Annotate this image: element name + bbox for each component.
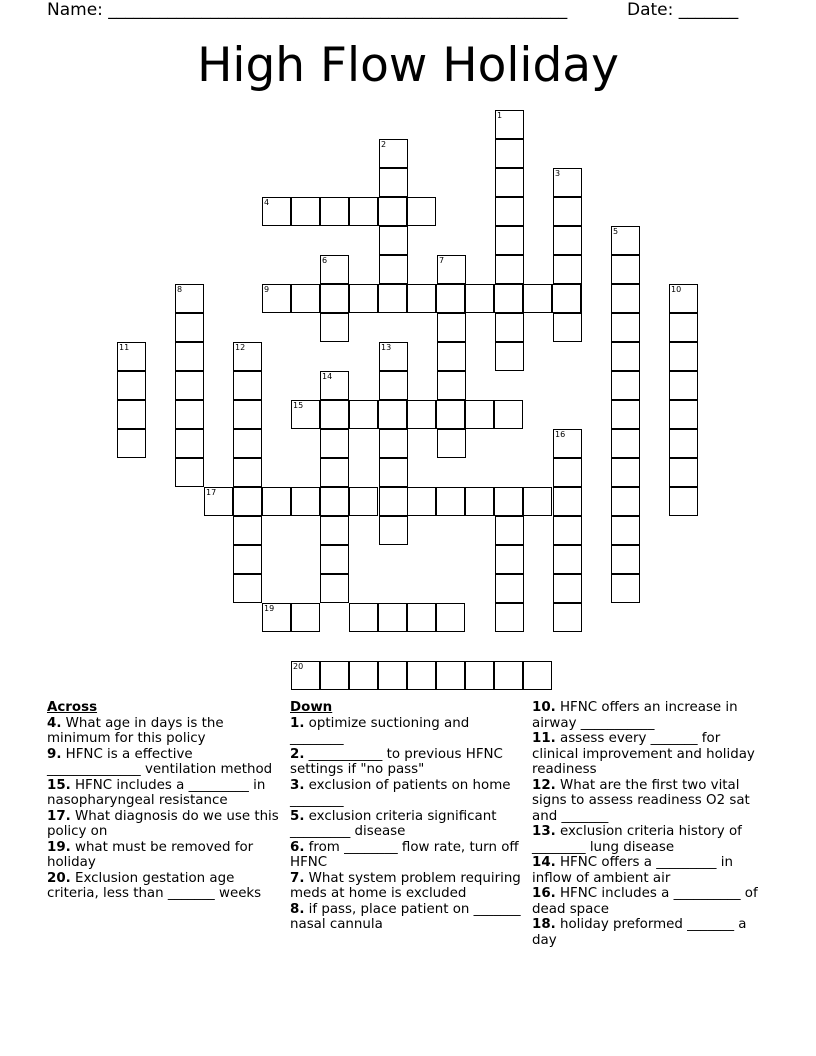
grid-cell[interactable] xyxy=(379,458,408,487)
grid-cell[interactable] xyxy=(437,371,466,400)
grid-cell[interactable] xyxy=(437,255,466,284)
grid-cell[interactable] xyxy=(291,487,320,516)
date-field-label: Date: _______ xyxy=(627,0,739,20)
clue-item-number: 7. xyxy=(290,870,305,886)
grid-cell[interactable] xyxy=(611,458,640,487)
name-field-label: Name: ______________________________________________________ xyxy=(47,0,568,20)
clue-item-text: exclusion of patients on home ________ xyxy=(290,777,511,808)
grid-cell[interactable] xyxy=(611,284,640,313)
grid-cell[interactable] xyxy=(494,400,523,429)
grid-cell[interactable] xyxy=(407,284,436,313)
grid-cell[interactable] xyxy=(320,197,349,226)
grid-cell[interactable] xyxy=(669,313,698,342)
clue-item-number: 19. xyxy=(47,839,71,855)
grid-cell[interactable] xyxy=(611,516,640,545)
clue-item xyxy=(47,778,279,809)
grid-cell[interactable] xyxy=(495,574,524,603)
clue-item-number: 13. xyxy=(532,824,556,839)
grid-cell[interactable] xyxy=(175,429,204,458)
across-heading: Across xyxy=(47,700,98,715)
grid-cell[interactable] xyxy=(320,371,349,400)
grid-cell[interactable] xyxy=(407,400,436,429)
grid-cell[interactable] xyxy=(495,545,524,574)
grid-cell[interactable] xyxy=(379,139,408,168)
grid-cell[interactable] xyxy=(495,516,524,545)
grid-cell[interactable] xyxy=(437,313,466,342)
grid-cell[interactable] xyxy=(233,400,262,429)
clue-number: 11 xyxy=(119,343,130,352)
grid-cell[interactable] xyxy=(117,400,146,429)
clue-number: 16 xyxy=(555,430,566,439)
clue-number: 4 xyxy=(264,198,270,207)
grid-cell[interactable] xyxy=(495,168,524,197)
clue-item-number: 11. xyxy=(532,731,556,746)
grid-cell[interactable] xyxy=(611,255,640,284)
clue-item xyxy=(532,886,767,917)
grid-cell[interactable] xyxy=(233,458,262,487)
grid-cell[interactable] xyxy=(291,603,320,632)
grid-cell[interactable] xyxy=(611,226,640,255)
clue-item-number: 6. xyxy=(290,839,305,855)
grid-cell[interactable] xyxy=(553,458,582,487)
grid-cell[interactable] xyxy=(204,487,233,516)
grid-cell[interactable] xyxy=(379,255,408,284)
grid-cell[interactable] xyxy=(349,284,378,313)
grid-cell[interactable] xyxy=(262,197,291,226)
grid-cell[interactable] xyxy=(611,545,640,574)
grid-cell[interactable] xyxy=(378,400,407,429)
grid-cell[interactable] xyxy=(379,487,408,516)
grid-cell[interactable] xyxy=(553,255,582,284)
grid-cell[interactable] xyxy=(611,400,640,429)
clue-number: 5 xyxy=(613,227,619,236)
grid-cell[interactable] xyxy=(379,429,408,458)
grid-cell[interactable] xyxy=(320,429,349,458)
grid-cell[interactable] xyxy=(175,458,204,487)
grid-cell[interactable] xyxy=(233,371,262,400)
grid-cell[interactable] xyxy=(669,284,698,313)
clue-number: 7 xyxy=(439,256,445,265)
grid-cell[interactable] xyxy=(233,574,262,603)
page-title: High Flow Holiday xyxy=(197,38,619,93)
grid-cell[interactable] xyxy=(320,545,349,574)
clue-number: 14 xyxy=(322,372,333,381)
grid-cell[interactable] xyxy=(320,400,349,429)
grid-cell[interactable] xyxy=(553,487,582,516)
grid-cell[interactable] xyxy=(175,284,204,313)
grid-cell[interactable] xyxy=(262,603,291,632)
grid-cell[interactable] xyxy=(320,313,349,342)
grid-cell[interactable] xyxy=(175,371,204,400)
clue-number: 9 xyxy=(264,285,270,294)
clue-item-text: What age in days is the minimum for this policy xyxy=(47,715,224,746)
grid-cell[interactable] xyxy=(117,371,146,400)
grid-cell[interactable] xyxy=(320,661,349,690)
grid-cell[interactable] xyxy=(378,661,407,690)
clue-number: 19 xyxy=(264,604,275,613)
grid-cell[interactable] xyxy=(117,429,146,458)
grid-cell[interactable] xyxy=(291,400,320,429)
grid-cell[interactable] xyxy=(291,661,320,690)
grid-cell[interactable] xyxy=(669,458,698,487)
clue-item-text: exclusion criteria history of ________ lung disease xyxy=(532,824,742,855)
grid-cell[interactable] xyxy=(407,487,436,516)
grid-cell[interactable] xyxy=(465,400,494,429)
grid-cell[interactable] xyxy=(523,487,552,516)
grid-cell[interactable] xyxy=(495,110,524,139)
grid-cell[interactable] xyxy=(436,487,465,516)
grid-cell[interactable] xyxy=(495,139,524,168)
clue-item-number: 15. xyxy=(47,777,71,793)
down-heading: Down xyxy=(290,700,333,715)
clue-number: 12 xyxy=(235,343,246,352)
clue-number: 10 xyxy=(671,285,682,294)
grid-cell[interactable] xyxy=(553,197,582,226)
clue-item-text: what must be removed for holiday xyxy=(47,839,254,870)
grid-cell[interactable] xyxy=(320,487,349,516)
grid-cell[interactable] xyxy=(611,342,640,371)
grid-cell[interactable] xyxy=(407,661,436,690)
grid-cell[interactable] xyxy=(465,284,494,313)
grid-cell[interactable] xyxy=(291,284,320,313)
grid-cell[interactable] xyxy=(553,516,582,545)
clue-item-number: 14. xyxy=(532,855,556,870)
grid-cell[interactable] xyxy=(379,226,408,255)
clue-item-text: optimize suctioning and ________ xyxy=(290,715,470,746)
grid-cell[interactable] xyxy=(436,400,465,429)
grid-cell[interactable] xyxy=(379,342,408,371)
grid-cell[interactable] xyxy=(552,284,581,313)
clue-item-number: 1. xyxy=(290,715,305,731)
clue-item-number: 9. xyxy=(47,746,62,762)
grid-cell[interactable] xyxy=(465,661,494,690)
clue-item xyxy=(47,871,279,902)
clue-item-text: exclusion criteria significant _________ disease xyxy=(290,808,497,839)
clue-item-text: from ________ flow rate, turn off HFNC xyxy=(290,839,519,870)
grid-cell[interactable] xyxy=(378,603,407,632)
grid-cell[interactable] xyxy=(407,603,436,632)
grid-cell[interactable] xyxy=(669,487,698,516)
clue-item xyxy=(532,824,767,855)
clue-number: 3 xyxy=(555,169,561,178)
grid-cell[interactable] xyxy=(495,342,524,371)
grid-cell[interactable] xyxy=(669,400,698,429)
grid-cell[interactable] xyxy=(523,284,552,313)
clue-item xyxy=(290,716,522,747)
clue-item-text: HFNC includes a __________ of dead space xyxy=(532,886,758,917)
grid-cell[interactable] xyxy=(611,487,640,516)
grid-cell[interactable] xyxy=(494,661,523,690)
grid-cell[interactable] xyxy=(349,661,378,690)
clue-item-text: assess every _______ for clinical improvement and holiday readiness xyxy=(532,731,755,777)
clue-item-number: 18. xyxy=(532,917,556,932)
grid-cell[interactable] xyxy=(349,603,378,632)
grid-cell[interactable] xyxy=(262,284,291,313)
grid-cell[interactable] xyxy=(262,487,291,516)
grid-cell[interactable] xyxy=(378,284,407,313)
grid-cell[interactable] xyxy=(553,429,582,458)
grid-cell[interactable] xyxy=(465,487,494,516)
grid-cell[interactable] xyxy=(611,429,640,458)
clue-item xyxy=(532,700,767,731)
grid-cell[interactable] xyxy=(523,661,552,690)
grid-cell[interactable] xyxy=(175,400,204,429)
grid-cell[interactable] xyxy=(553,168,582,197)
clue-number: 20 xyxy=(293,662,304,671)
clue-item-number: 12. xyxy=(532,777,556,793)
grid-cell[interactable] xyxy=(379,371,408,400)
grid-cell[interactable] xyxy=(611,371,640,400)
grid-cell[interactable] xyxy=(611,313,640,342)
grid-cell[interactable] xyxy=(320,516,349,545)
down-clues xyxy=(290,700,522,933)
clue-item-text: if pass, place patient on _______ nasal cannula xyxy=(290,901,521,932)
grid-cell[interactable] xyxy=(320,255,349,284)
grid-cell[interactable] xyxy=(495,197,524,226)
clue-item-number: 8. xyxy=(290,901,305,917)
clue-number: 1 xyxy=(497,111,503,120)
grid-cell[interactable] xyxy=(233,516,262,545)
grid-cell[interactable] xyxy=(436,661,465,690)
clue-item-text: What diagnosis do we use this policy on xyxy=(47,808,279,839)
clue-number: 15 xyxy=(293,401,304,410)
clue-item xyxy=(47,840,279,871)
grid-cell[interactable] xyxy=(379,168,408,197)
grid-cell[interactable] xyxy=(669,371,698,400)
grid-cell[interactable] xyxy=(669,429,698,458)
grid-cell[interactable] xyxy=(233,487,262,516)
grid-cell[interactable] xyxy=(320,284,349,313)
clue-number: 13 xyxy=(381,343,392,352)
down-clues-continued xyxy=(532,700,767,948)
clue-item xyxy=(532,731,767,778)
grid-cell[interactable] xyxy=(553,313,582,342)
clue-number: 8 xyxy=(177,285,183,294)
clue-item-number: 17. xyxy=(47,808,71,824)
clue-item xyxy=(532,855,767,886)
across-clues xyxy=(47,700,279,902)
grid-cell[interactable] xyxy=(175,342,204,371)
clue-item xyxy=(290,902,522,933)
grid-cell[interactable] xyxy=(436,603,465,632)
clue-item-number: 4. xyxy=(47,715,62,731)
clue-item-text: HFNC offers an increase in airway ___________ xyxy=(532,700,738,731)
clue-number: 2 xyxy=(381,140,387,149)
grid-cell[interactable] xyxy=(407,197,436,226)
clue-item-number: 10. xyxy=(532,700,556,715)
grid-cell[interactable] xyxy=(233,429,262,458)
clue-item-text: HFNC offers a _________ in inflow of ambient air xyxy=(532,855,733,886)
grid-cell[interactable] xyxy=(611,574,640,603)
clue-item-text: Exclusion gestation age criteria, less than _______ weeks xyxy=(47,870,262,901)
clue-item-number: 20. xyxy=(47,870,71,886)
clue-item-text: What are the first two vital signs to assess readiness O2 sat and _______ xyxy=(532,777,750,824)
grid-cell[interactable] xyxy=(291,197,320,226)
clue-item xyxy=(532,917,767,948)
grid-cell[interactable] xyxy=(437,429,466,458)
clue-item-number: 3. xyxy=(290,777,305,793)
grid-cell[interactable] xyxy=(378,197,407,226)
grid-cell[interactable] xyxy=(320,574,349,603)
grid-cell[interactable] xyxy=(175,313,204,342)
clue-item-text: What system problem requiring meds at home is excluded xyxy=(290,870,521,901)
grid-cell[interactable] xyxy=(437,342,466,371)
grid-cell[interactable] xyxy=(320,458,349,487)
grid-cell[interactable] xyxy=(495,226,524,255)
grid-cell[interactable] xyxy=(553,226,582,255)
clue-item xyxy=(47,716,279,747)
grid-cell[interactable] xyxy=(669,342,698,371)
grid-cell[interactable] xyxy=(495,255,524,284)
grid-cell[interactable] xyxy=(494,284,523,313)
clue-item-number: 16. xyxy=(532,886,556,901)
clue-item xyxy=(47,747,279,778)
grid-cell[interactable] xyxy=(349,400,378,429)
grid-cell[interactable] xyxy=(553,545,582,574)
clue-item xyxy=(290,809,522,840)
grid-cell[interactable] xyxy=(233,342,262,371)
grid-cell[interactable] xyxy=(553,603,582,632)
grid-cell[interactable] xyxy=(349,487,378,516)
clue-item-text: HFNC is a effective ______________ ventilation method xyxy=(47,746,273,777)
clue-item-text: ___________ to previous HFNC settings if "no pass" xyxy=(290,746,503,777)
grid-cell[interactable] xyxy=(495,313,524,342)
clue-item xyxy=(47,809,279,840)
grid-cell[interactable] xyxy=(233,545,262,574)
grid-cell[interactable] xyxy=(494,487,523,516)
grid-cell[interactable] xyxy=(349,197,378,226)
clue-item xyxy=(290,747,522,778)
clue-item-number: 2. xyxy=(290,746,305,762)
clue-item-text: holiday preformed _______ a day xyxy=(532,917,747,948)
clue-item xyxy=(532,778,767,825)
grid-cell[interactable] xyxy=(495,603,524,632)
grid-cell[interactable] xyxy=(379,516,408,545)
clue-number: 6 xyxy=(322,256,328,265)
clue-number: 17 xyxy=(206,488,217,497)
grid-cell[interactable] xyxy=(436,284,465,313)
clue-item xyxy=(290,840,522,871)
clue-item xyxy=(290,871,522,902)
clue-item xyxy=(290,778,522,809)
grid-cell[interactable] xyxy=(553,574,582,603)
clue-item-text: HFNC includes a _________ in nasopharyngeal resistance xyxy=(47,777,266,808)
grid-cell[interactable] xyxy=(117,342,146,371)
clue-item-number: 5. xyxy=(290,808,305,824)
